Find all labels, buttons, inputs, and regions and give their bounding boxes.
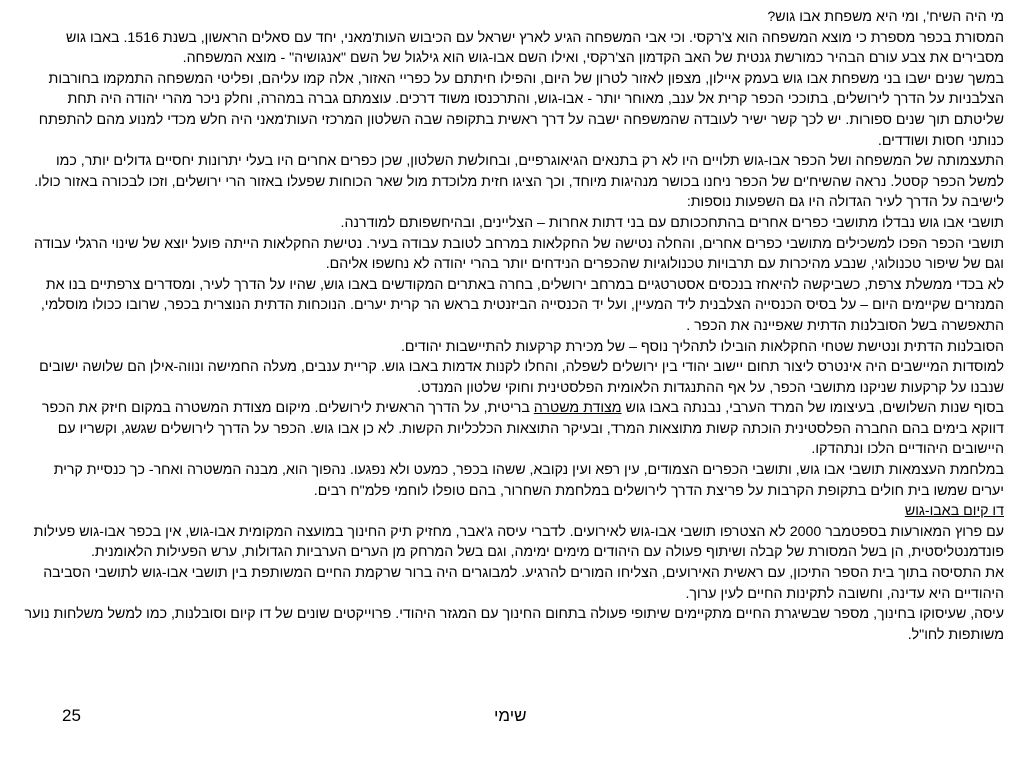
paragraph: לישיבה על הדרך לעיר הגדולה היו גם השפעות נוספות: xyxy=(686,194,1004,211)
underlined-text: דו קיום באבו-גוש xyxy=(904,503,1004,520)
page-number: 25 xyxy=(62,706,81,725)
page-footer xyxy=(0,704,1024,734)
paragraph: את התסיסה בתוך בית הספר התיכון, עם ראשית האירועים, הצליחו המורים להרגיע. למבוגרים היה ברור שרקמת החיים המשותפת בין תושבי אבו-גוש לתושבי הסביבה היהודיים היא עדינה, וחשובה לתקינות החיים לעין ערוך. xyxy=(43,565,1004,602)
paragraph: הסובלנות הדתית ונטישת שטחי החקלאות הובילו לתהליך נוסף – של מכירת קרקעות להתיישבות יהודים. xyxy=(400,338,1004,355)
underlined-text: מצודת משטרה xyxy=(533,400,622,417)
paragraph: עם פרוץ המאורעות בספטמבר 2000 לא הצטרפו תושבי אבו-גוש לאירועים. לדברי עיסה ג'אבר, מחזיק תיק החינוך במועצה המקומית אבו-גוש, אין בכפר אבו-גוש פעילות פונדמנטליסטית, הן בשל המסורת של קבלה ושיתוף פעולה עם היהודים מימים ימימה, וגם בשל המרחק מן הערים הערביות הגדולות, ערש הפעילות הלאומנית. xyxy=(33,523,1004,561)
paragraph: המסורת בכפר מספרת כי מוצא המשפחה הוא צ'רקסי. וכי אבי המשפחה הגיע לארץ ישראל עם הכיבוש העות'מאני, יחד עם סאלים הראשון, בשנת 1516. באבו גוש מסבירים את צבע עורם הבהיר כמורשת גנטית של האב הקדמון הצ'רקסי, ואילו השם אבו-גוש הוא גילגול של השם "אנגושיה" - מוצא המשפחה. xyxy=(65,29,1004,67)
paragraph: תושבי אבו גוש נבדלו מתושבי כפרים אחרים בהתחככותם עם בני דתות אחרות – הצליינים, ובהיחשפותם למודרנה. xyxy=(340,214,1004,231)
paragraph: בסוף שנות השלושים, בעיצומו של המרד הערבי, נבנתה באבו גוש מצודת משטרה בריטית, על הדרך הראשית לירושלים. מיקום מצודת המשטרה במקום חיזק את הכפר דווקא בימים בהם החברה הפלסטינית הוכתה קשות מתוצאות המרד, ובעיקר התוצאות הכלכליות הקשות. לא כן אבו גוש. הכפר על הדרך לירושלים שגשג, וקשריו עם היישובים היהודיים הלכו ונתהדקו. xyxy=(41,400,1004,458)
paragraph: לא בכדי ממשלת צרפת, כשביקשה להיאחז בנכסים אסטרטגיים במרחב ירושלים, בחרה באתרים המקודשים באבו גוש, שהיו על הדרך לעיר, ומסדרים צרפתיים בנו את המנזרים שקיימים היום – על בסיס הכנסייה הצלבנית ליד המעיין, ועל יד הכנסייה הביזנטית בראש הר קרית יערים. הנוכחות הדתית הנוצרית בכפר, שרובו ככולו מוסלמי, התאפשרה בשל הסובלנות הדתית שאפיינה את הכפר . xyxy=(40,276,1004,334)
paragraph: במשך שנים ישבו בני משפחת אבו גוש בעמק איילון, מצפון לאזור לטרון של היום, והפילו חיתתם על כפריי האזור, אלה קמו עליהם, ופליטי המשפחה התמקמו בחורבות הצלבניות על הדרך לירושלים, בתוככי הכפר קרית אל ענב, מאוחר יותר - אבו-גוש, והתרכנסו משוד דרכים. עוצמתם גברה במהרה, וחלק ניכר מהרי יהודה היה תחת שליטתם תוך שנים ספורות. יש לכך קשר ישיר לעובדה שהמשפחה ישבה על דרך ראשית בתקופה שבה השלטון המרכזי העות'מאני היה חלש מכדי למנוע מהם להתפתח כנותני חסות ושודדים. xyxy=(38,70,1004,149)
paragraph: התעצמותה של המשפחה ושל הכפר אבו-גוש תלויים היו לא רק בתנאים הגיאוגרפיים, ובחולשת השלטון, שכן כפרים אחרים היו בעלי יתרונות יחסיים גדולים יותר, כמו למשל הכפר קסטל. נראה שהשיח'ים של הכפר ניחנו בכושר מנהיגות מיוחד, וכך הציגו חזית מלוכדת מול שאר הכוחות שפעלו באזור הרי ירושלים, וזכו לבכורה באזור כולו. xyxy=(34,153,1004,190)
paragraph: במלחמת העצמאות תושבי אבו גוש, ותושבי הכפרים הצמודים, עין רפא ועין נקובא, ששהו בכפר, כמעט ולא נפגעו. נהפוך הוא, מבנה המשטרה ואחר- כך כנסיית קרית יערים שמשו בית חולים בתקופת הקרבות על פריצת הדרך לירושלים במלחמת השחרור, בהם טופלו לוחמי פלמ"ח רבים. xyxy=(53,462,1004,499)
paragraph: עיסה, שעיסוקו בחינוך, מספר שבשיגרת החיים מתקיימים שיתופי פעולה בתחום החינוך עם המגזר היהודי. פרוייקטים שונים של דו קיום וסובלנות, כמו למשל משלחות נוער משותפות לחו"ל. xyxy=(24,606,1004,643)
paragraph xyxy=(18,501,1004,522)
paragraph: למוסדות המיישבים היה אינטרס ליצור תחום יישוב יהודי בין ירושלים לשפלה, והחלו לקנות אדמות באבו גוש. קריית ענבים, מעלה החמישה ונווה-אילן הם שלושה ישובים שנבנו על קרקעות שניקנו מתושבי הכפר, על אף ההתנגדות הלאומית הפלסטינית וחוקי שלטון המנדט. xyxy=(39,359,1004,396)
paragraph: תושבי הכפר הפכו למשכילים מתושבי כפרים אחרים, והחלה נטישה של החקלאות במרחב לטובת עבודה בעיר. נטישת החקלאות הייתה פועל יוצא של שינוי הרגלי עבודה וגם של שיפור טכנולוגי, שנבע מהיכרות עם תרבויות טכנולוגיות שהכפרים הנידחים יותר בהרי יהודה לא נחשפו אליהם. xyxy=(34,235,1004,273)
document-body xyxy=(18,7,1004,645)
paragraph: מי היה השיח', ומי היא משפחת אבו גוש? xyxy=(767,9,1004,25)
page-author: שימי xyxy=(494,706,527,725)
